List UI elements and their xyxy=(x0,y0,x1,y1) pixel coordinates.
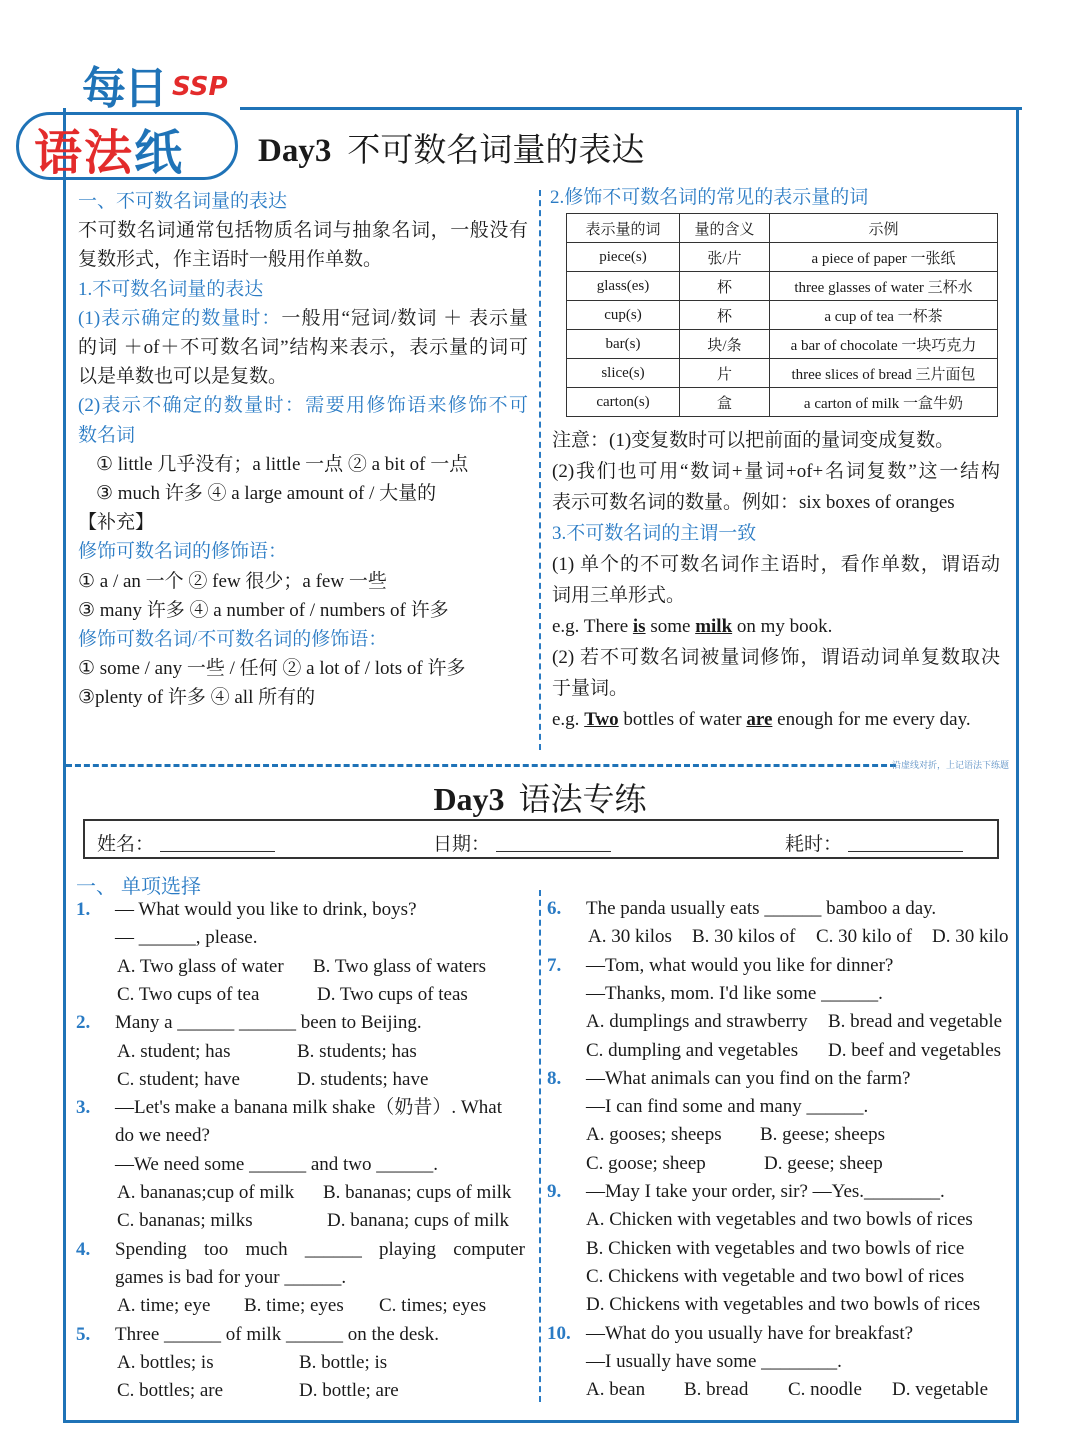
answer-option[interactable]: D. students; have xyxy=(297,1068,429,1090)
note-text: 修饰可数名词的修饰语： xyxy=(78,541,288,563)
note-text: 1.不可数名词量的表达 xyxy=(78,278,264,300)
note-text: (2) 若不可数名词被量词修饰，谓语动词单复数取决 xyxy=(552,647,1000,668)
answer-option[interactable]: D. geese; sheep xyxy=(764,1152,883,1174)
note-text: ① some / any 一些 / 任何 ② a lot of / lots of 许多 xyxy=(78,658,466,680)
note-text: e.g. xyxy=(552,709,585,730)
answer-option[interactable]: D. vegetable xyxy=(892,1379,989,1401)
note-line xyxy=(78,539,528,565)
note-text: ③ much 许多 ④ a large amount of / 大量的 xyxy=(96,483,437,504)
note-line xyxy=(78,247,528,273)
table-header-row xyxy=(567,214,998,243)
note-text: 不可数名词通常包括物质名词与抽象名词，一般没有 xyxy=(78,220,528,242)
logo-top-text: 每日 xyxy=(82,63,166,114)
answer-option[interactable]: A. gooses; sheeps xyxy=(586,1124,722,1146)
question-text: —I usually have some ________. xyxy=(586,1350,842,1372)
table-cell: a cup of tea 一杯茶 xyxy=(770,301,998,330)
question-text: Many a ______ ______ been to Beijing. xyxy=(115,1012,422,1034)
table-cell: a bar of chocolate 一块巧克力 xyxy=(770,330,998,359)
table-cell: three glasses of water 三杯水 xyxy=(770,272,998,301)
table-header: 表示量的词 xyxy=(567,214,680,243)
question-text: —We need some ______ and two ______. xyxy=(115,1153,438,1175)
question-text: Three ______ of milk ______ on the desk. xyxy=(115,1323,440,1345)
emphasized-word: is xyxy=(632,616,646,637)
note-text: 一般用“冠词/数词 ＋ 表示量 xyxy=(281,307,528,329)
note-line xyxy=(78,335,528,361)
question-text: D. Chickens with vegetables and two bowls of rices xyxy=(586,1294,981,1316)
table-cell: three slices of bread 三片面包 xyxy=(770,359,998,388)
answer-option[interactable]: B. bananas; cups of milk xyxy=(323,1182,512,1203)
note-line xyxy=(78,685,528,711)
emphasized-word: are xyxy=(746,709,773,730)
question-text: —May I take your order, sir? —Yes.________. xyxy=(586,1181,945,1202)
answer-option[interactable]: C. bananas; milks xyxy=(117,1210,253,1232)
note-line xyxy=(552,676,1000,702)
note-line xyxy=(78,277,528,303)
answer-option[interactable]: B. 30 kilos of xyxy=(692,926,796,948)
note-line xyxy=(78,189,528,215)
question-number: 7. xyxy=(547,954,562,976)
question-text: C. Chickens with vegetable and two bowl of rices xyxy=(586,1265,965,1287)
note-line xyxy=(78,306,528,332)
table-row xyxy=(567,330,998,359)
answer-option[interactable]: C. times; eyes xyxy=(379,1295,487,1317)
answer-option[interactable]: C. Two cups of tea xyxy=(117,983,260,1005)
note-line xyxy=(552,521,1000,547)
note-text: 修饰可数名词/不可数名词的修饰语： xyxy=(78,629,388,650)
table-row xyxy=(567,243,998,272)
table-cell: 片 xyxy=(680,359,770,388)
note-text: 复数形式，作主语时一般用作单数。 xyxy=(78,249,383,271)
emphasized-word: milk xyxy=(695,616,733,637)
question-text: — ______, please. xyxy=(115,927,258,949)
question-text: B. Chicken with vegetables and two bowls of rice xyxy=(586,1237,965,1259)
question-text: —I can find some and many ______. xyxy=(586,1096,869,1118)
table-row xyxy=(567,388,998,417)
question-text: — What would you like to drink, boys? xyxy=(115,899,417,920)
answer-option[interactable]: B. time; eyes xyxy=(244,1295,344,1317)
table-cell: 盒 xyxy=(680,388,770,417)
note-text: 一、不可数名词量的表达 xyxy=(78,191,288,212)
section-heading: 一、 单项选择 xyxy=(76,876,201,898)
note-text: enough for me every day. xyxy=(772,709,971,730)
question-divider xyxy=(539,890,541,1402)
table-cell: 杯 xyxy=(680,301,770,330)
question-number: 3. xyxy=(76,1097,91,1119)
note-text: ① a / an 一个 ② few 很少；a few 一些 xyxy=(78,570,387,592)
date-field[interactable]: 日期： xyxy=(433,829,611,856)
table-cell: 块/条 xyxy=(680,330,770,359)
answer-option[interactable]: B. geese; sheeps xyxy=(760,1124,886,1146)
answer-option[interactable]: A. bean xyxy=(586,1379,646,1401)
note-text: bottles of water xyxy=(618,709,747,730)
answer-option[interactable]: C. goose; sheep xyxy=(586,1152,706,1174)
note-text: on my book. xyxy=(732,616,833,637)
note-line xyxy=(78,218,528,244)
table-header: 示例 xyxy=(770,214,998,243)
table-row xyxy=(567,359,998,388)
note-text: 表示可数名词的数量。例如：six boxes of oranges xyxy=(552,492,955,513)
answer-option[interactable]: A. dumplings and strawberry xyxy=(586,1011,808,1033)
note-line xyxy=(552,552,1000,578)
note-line xyxy=(78,364,528,390)
question-text: —Tom, what would you like for dinner? xyxy=(586,954,894,976)
answer-option[interactable]: B. bottle; is xyxy=(299,1351,388,1373)
table-row xyxy=(567,301,998,330)
answer-option[interactable]: D. bottle; are xyxy=(299,1380,399,1402)
table-cell: carton(s) xyxy=(567,388,680,417)
note-line xyxy=(552,614,1000,640)
note-line xyxy=(552,459,1000,485)
note-line xyxy=(78,656,528,682)
table-cell: slice(s) xyxy=(567,359,680,388)
question-text: —Thanks, mom. I'd like some ______. xyxy=(586,982,883,1004)
answer-option[interactable]: A. Two glass of water xyxy=(117,955,284,977)
measure-words-table xyxy=(566,213,998,417)
answer-option[interactable]: A. 30 kilos xyxy=(588,926,672,948)
time-field[interactable]: 耗时： xyxy=(785,829,963,856)
table-cell: a piece of paper 一张纸 xyxy=(770,243,998,272)
table-cell: bar(s) xyxy=(567,330,680,359)
question-text: —What do you usually have for breakfast? xyxy=(586,1322,914,1344)
note-line xyxy=(552,490,1000,516)
question-number: 1. xyxy=(76,899,91,920)
answer-option[interactable]: B. students; has xyxy=(297,1040,417,1062)
answer-option[interactable]: A. student; has xyxy=(117,1040,231,1062)
logo xyxy=(12,52,237,192)
practice-title: Day3 语法专练 xyxy=(433,781,647,817)
note-line xyxy=(96,452,528,478)
answer-option[interactable]: D. banana; cups of milk xyxy=(327,1210,510,1232)
note-text: 的词 ＋of＋不可数名词”结构来表示，表示量的词可 xyxy=(78,337,528,358)
note-text: 于量词。 xyxy=(552,678,629,699)
column-divider xyxy=(539,190,541,750)
note-text: 词用三单形式。 xyxy=(552,585,686,606)
question-number: 9. xyxy=(547,1181,562,1202)
question-text: do we need? xyxy=(115,1125,210,1147)
note-text: ① little 几乎没有；a little 一点 ② a bit of 一点 xyxy=(96,453,469,475)
logo-main-text: 语法纸 xyxy=(34,125,185,181)
page-title: Day3 不可数名词量的表达 xyxy=(258,133,645,169)
header-rule xyxy=(240,107,1022,110)
note-line xyxy=(552,645,1000,671)
table-cell: 张/片 xyxy=(680,243,770,272)
answer-option[interactable]: C. bottles; are xyxy=(117,1380,224,1402)
note-line xyxy=(78,423,528,449)
name-field[interactable]: 姓名： xyxy=(97,829,275,856)
note-line xyxy=(552,583,1000,609)
note-text: (1) 单个的不可数名词作主语时，看作单数，谓语动 xyxy=(552,554,1000,575)
table-cell: 杯 xyxy=(680,272,770,301)
table-section-title: 2.修饰不可数名词的常见的表示量的词 xyxy=(550,187,869,208)
note-text: (1)表示确定的数量时： xyxy=(78,307,282,329)
answer-option[interactable]: D. 30 kilo xyxy=(932,926,1009,948)
answer-option[interactable]: C. 30 kilo of xyxy=(816,926,913,948)
note-line xyxy=(78,510,528,536)
note-line xyxy=(552,707,1000,733)
note-text: 以是单数也可以是复数。 xyxy=(78,366,288,388)
answer-option[interactable]: A. time; eye xyxy=(117,1295,211,1317)
note-text: 数名词 xyxy=(78,424,136,446)
note-text: (2)我们也可用“数词+量词+of+名词复数”这一结构 xyxy=(552,461,1000,482)
question-number: 2. xyxy=(76,1012,91,1034)
note-line xyxy=(96,481,528,507)
question-number: 8. xyxy=(547,1067,562,1089)
answer-option[interactable]: B. bread and vegetable xyxy=(828,1011,1003,1033)
fold-line xyxy=(66,764,896,767)
question-text: The panda usually eats ______ bamboo a day. xyxy=(586,898,937,919)
table-cell: a carton of milk 一盒牛奶 xyxy=(770,388,998,417)
answer-option[interactable]: C. student; have xyxy=(117,1068,240,1090)
question-text: Spending too much ______ playing computer xyxy=(115,1238,525,1260)
question-text: A. Chicken with vegetables and two bowls of rices xyxy=(586,1209,973,1231)
answer-option[interactable]: B. bread xyxy=(684,1379,749,1401)
note-line xyxy=(78,393,528,419)
table-header: 量的含义 xyxy=(680,214,770,243)
question-number: 6. xyxy=(547,898,562,919)
question-text: —What animals can you find on the farm? xyxy=(586,1067,911,1089)
note-text: 注意：(1)变复数时可以把前面的量词变成复数。 xyxy=(552,430,955,451)
table-cell: glass(es) xyxy=(567,272,680,301)
question-number: 4. xyxy=(76,1238,91,1260)
logo-ssp-text: SSP xyxy=(172,72,228,102)
fold-note: 沿虚线对折，上记语法下练题 xyxy=(892,760,1010,770)
answer-option[interactable]: A. bananas;cup of milk xyxy=(117,1182,295,1203)
table-cell: piece(s) xyxy=(567,243,680,272)
answer-option[interactable]: D. beef and vegetables xyxy=(828,1039,1002,1061)
note-text: 【补充】 xyxy=(78,512,155,534)
note-line xyxy=(78,598,528,624)
answer-option[interactable]: C. noodle xyxy=(788,1379,862,1401)
note-line xyxy=(78,569,528,595)
note-text: some xyxy=(645,616,696,637)
note-line xyxy=(552,428,1000,454)
answer-option[interactable]: B. Two glass of waters xyxy=(313,955,486,977)
answer-option[interactable]: D. Two cups of teas xyxy=(317,983,468,1005)
answer-option[interactable]: C. dumpling and vegetables xyxy=(586,1039,799,1061)
table-row xyxy=(567,272,998,301)
note-text: ③ many 许多 ④ a number of / numbers of 许多 xyxy=(78,599,449,621)
note-line xyxy=(78,627,528,653)
question-number: 5. xyxy=(76,1323,91,1345)
question-text: —Let's make a banana milk shake（奶昔）. What xyxy=(115,1097,503,1119)
answer-option[interactable]: A. bottles; is xyxy=(117,1351,214,1373)
note-text: 3.不可数名词的主谓一致 xyxy=(552,523,757,544)
question-text: games is bad for your ______. xyxy=(115,1266,347,1288)
question-number: 10. xyxy=(547,1322,571,1344)
emphasized-word: Two xyxy=(584,709,619,730)
note-text: e.g. There xyxy=(552,616,633,637)
note-text: ③plenty of 许多 ④ all 所有的 xyxy=(78,687,316,709)
table-cell: cup(s) xyxy=(567,301,680,330)
student-info-box xyxy=(83,819,999,859)
note-text: (2)表示不确定的数量时：需要用修饰语来修饰不可 xyxy=(78,395,528,417)
